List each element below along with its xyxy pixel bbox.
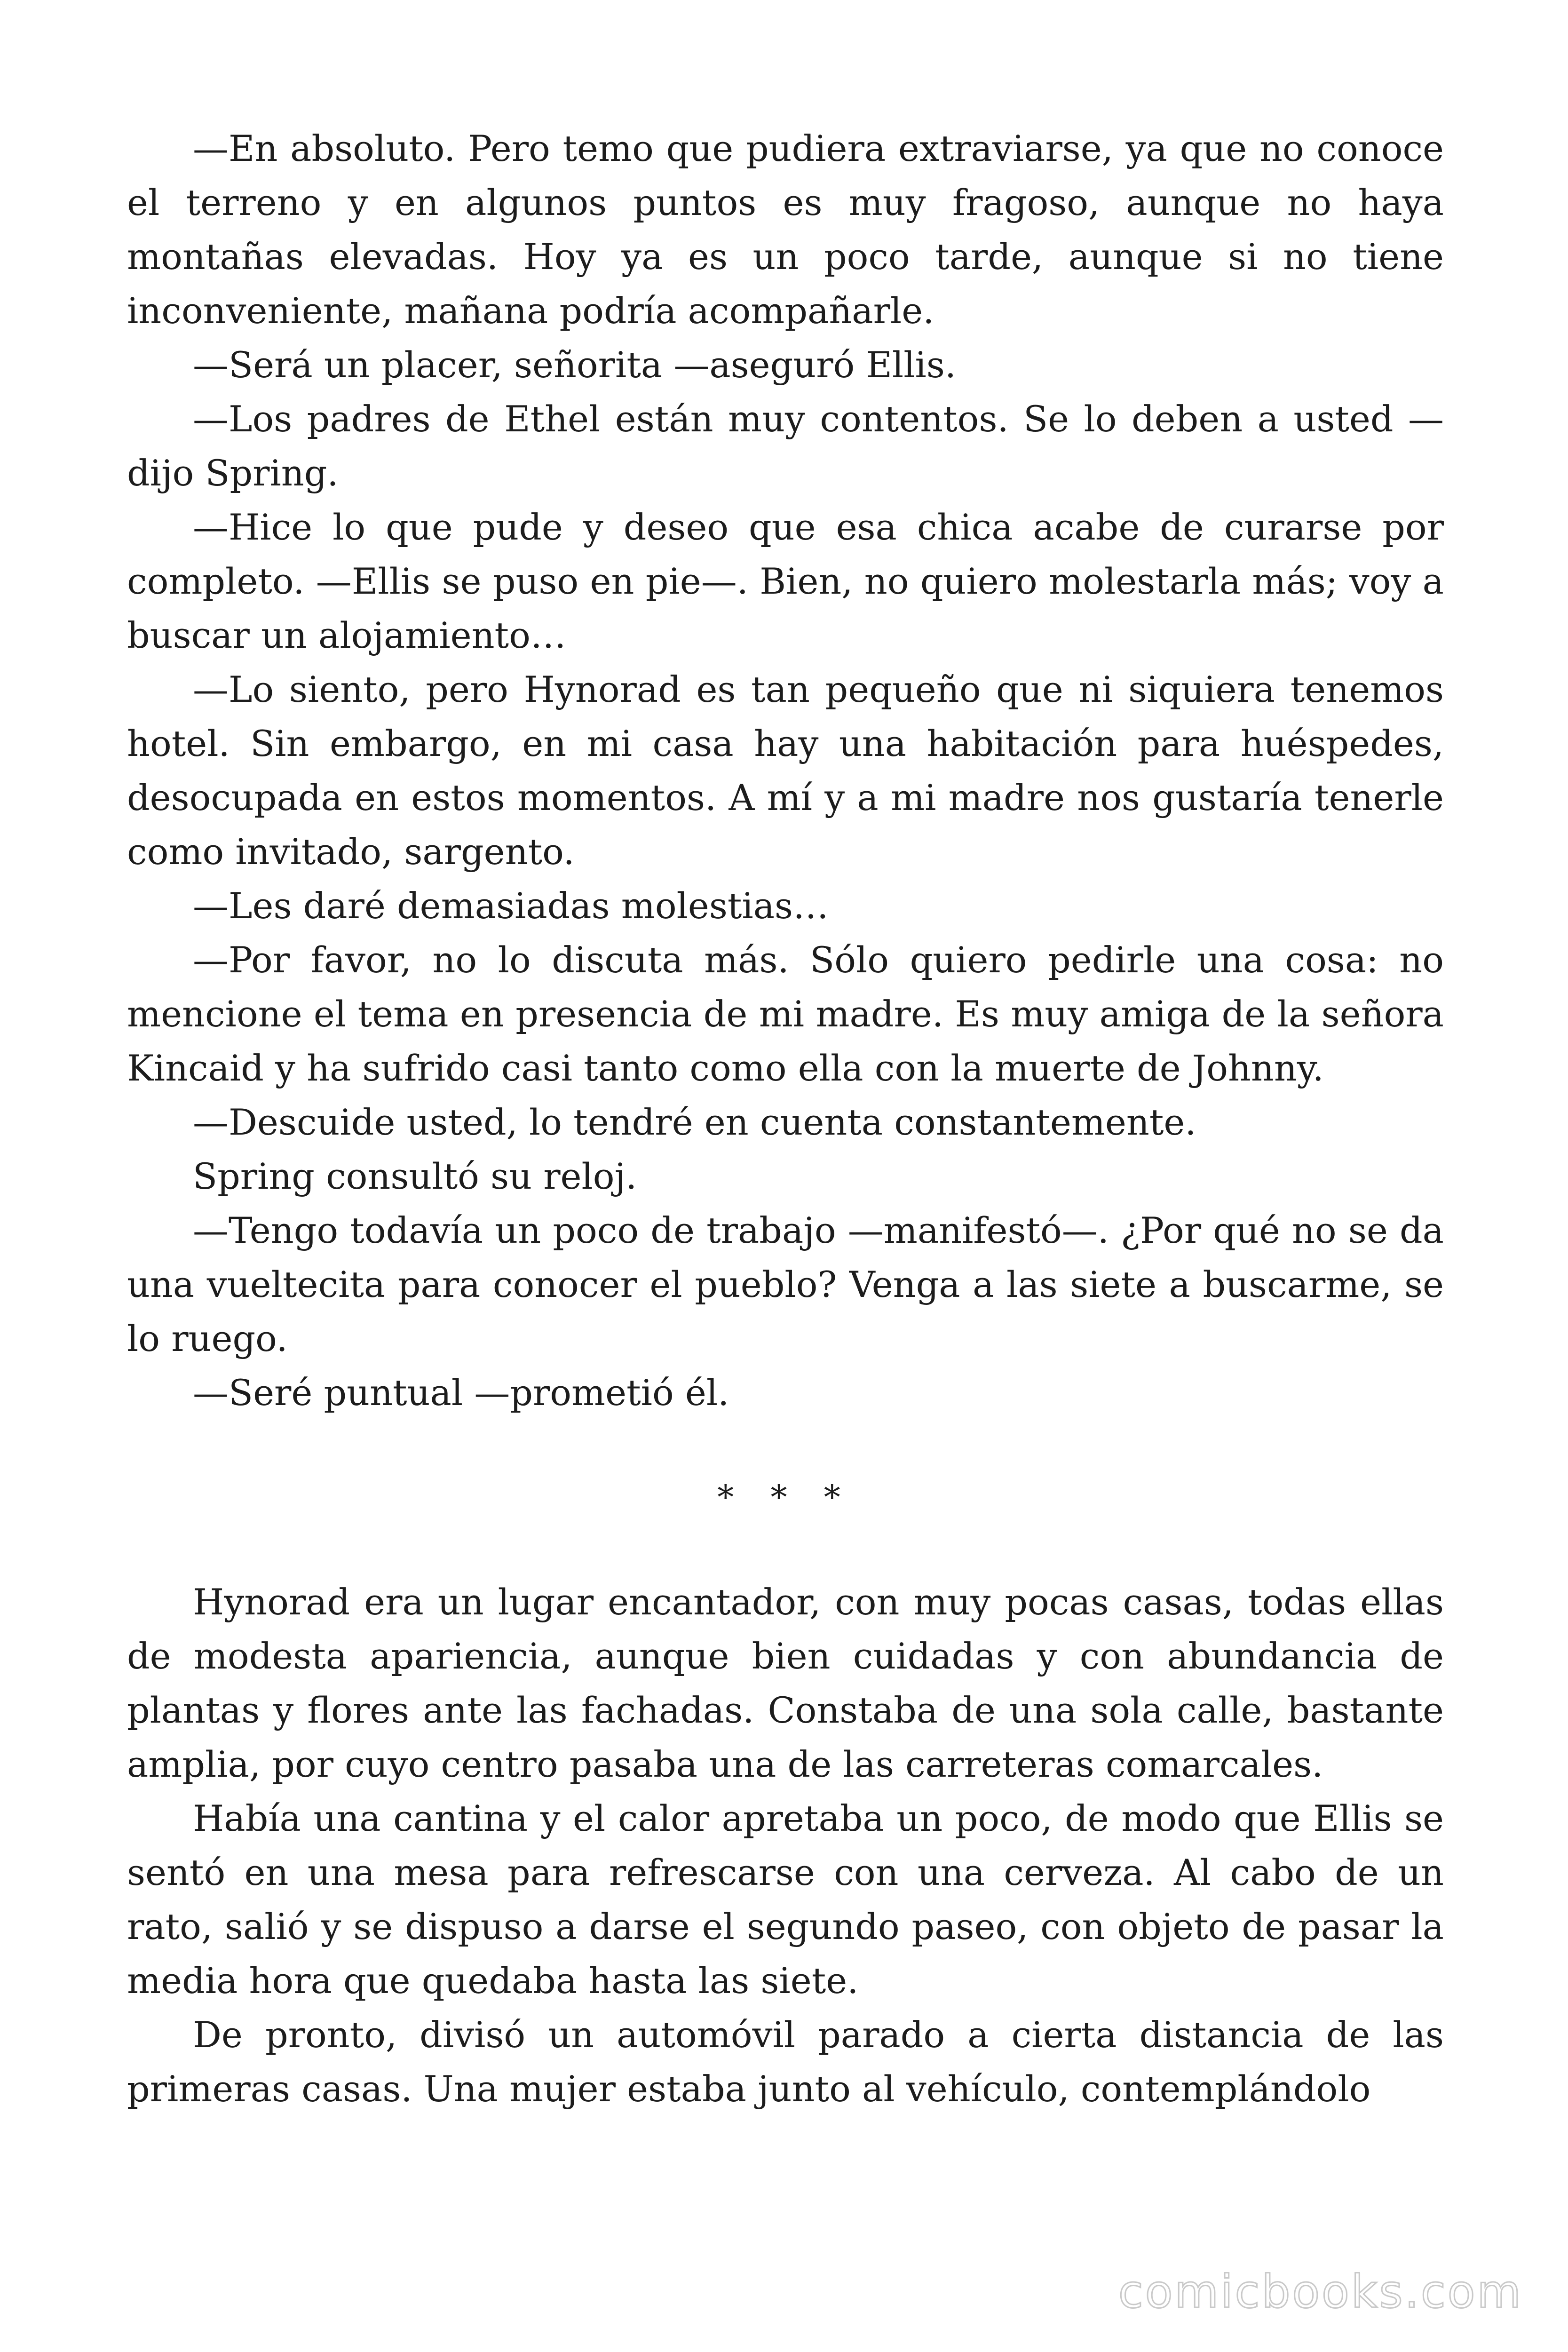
paragraph: —Tengo todavía un poco de trabajo —manifestó—. ¿Por qué no se da una vueltecita para conocer el pueblo? Venga a las siete a buscarme, se lo ruego. — [127, 1209, 1444, 1359]
paragraph: —Lo siento, pero Hynorad es tan pequeño que ni siquiera tenemos hotel. Sin embargo, en mi casa hay una habitación para huéspedes, desocupada en estos momentos. A mí y a mi madre nos gustaría tenerle como invitado, sargento. — [127, 668, 1444, 873]
paragraph: Spring consultó su reloj. — [193, 1155, 637, 1197]
paragraph: —Hice lo que pude y deseo que esa chica acabe de curarse por completo. —Ellis se puso en pie—. Bien, no quiero molestarla más; voy a buscar un alojamiento… — [127, 506, 1444, 656]
paragraph: —Les daré demasiadas molestias… — [193, 885, 829, 927]
paragraph: —Seré puntual —prometió él. — [193, 1372, 729, 1414]
paragraph: —Será un placer, señorita —aseguró Ellis. — [193, 344, 957, 386]
watermark: comicbooks.com — [1118, 2265, 1523, 2318]
book-page — [127, 121, 1444, 2116]
section-break: * * * — [717, 1478, 854, 1517]
paragraph: Hynorad era un lugar encantador, con muy pocas casas, todas ellas de modesta apariencia, aunque bien cuidadas y con abundancia de plantas y flores ante las fachadas. Constaba de una sola calle, bastante amplia, por cuyo centro pasaba una de las carreteras comarcales. — [127, 1581, 1444, 1785]
paragraph: De pronto, divisó un automóvil parado a cierta distancia de las primeras casas. Una mujer estaba junto al vehículo, contemplándolo — [127, 2014, 1444, 2110]
paragraph: —Por favor, no lo discuta más. Sólo quiero pedirle una cosa: no mencione el tema en presencia de mi madre. Es muy amiga de la señora Kincaid y ha sufrido casi tanto como ella con la muerte de Johnny. — [127, 939, 1444, 1089]
paragraph: Había una cantina y el calor apretaba un poco, de modo que Ellis se sentó en una mesa para refrescarse con una cerveza. Al cabo de un rato, salió y se dispuso a darse el segundo paseo, con objeto de pasar la media hora que quedaba hasta las siete. — [127, 1797, 1444, 2002]
paragraph: —Descuide usted, lo tendré en cuenta constantemente. — [193, 1101, 1196, 1143]
paragraph: —En absoluto. Pero temo que pudiera extraviarse, ya que no conoce el terreno y en algunos puntos es muy fragoso, aunque no haya montañas elevadas. Hoy ya es un poco tarde, aunque si no tiene inconveniente, mañana podría acompañarle. — [127, 127, 1444, 332]
paragraph: —Los padres de Ethel están muy contentos. Se lo deben a usted —dijo Spring. — [127, 398, 1444, 494]
